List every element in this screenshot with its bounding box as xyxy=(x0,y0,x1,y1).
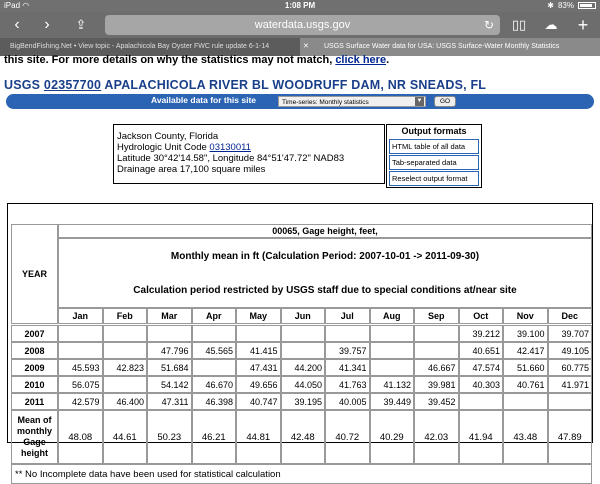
table-cell: 41.971 xyxy=(548,376,593,393)
parameter-header: 00065, Gage height, feet, xyxy=(58,224,592,238)
site-number-link[interactable]: 02357700 xyxy=(43,78,102,92)
table-cell: 51.660 xyxy=(503,359,548,376)
month-header-jun: Jun xyxy=(281,308,326,324)
lat-long: Latitude 30°42'14.58", Longitude 84°51'47.72" NAD83 xyxy=(117,153,345,164)
table-cell: 42.823 xyxy=(103,359,148,376)
device-label: iPad ◠ xyxy=(4,1,30,10)
table-cell xyxy=(414,325,459,342)
month-header-mar: Mar xyxy=(147,308,192,324)
table-cell: 42.417 xyxy=(503,342,548,359)
table-cell xyxy=(459,393,504,410)
wifi-icon: ◠ xyxy=(22,1,30,10)
month-header-nov: Nov xyxy=(503,308,548,324)
table-cell xyxy=(58,342,103,359)
mean-value: 42.48 xyxy=(281,410,326,464)
mean-value: 42.03 xyxy=(414,410,459,464)
table-cell xyxy=(370,359,415,376)
clock: 1:08 PM xyxy=(284,1,316,10)
output-formats-title: Output formats xyxy=(401,126,467,136)
battery-percent: 83% xyxy=(557,1,574,10)
table-cell: 45.593 xyxy=(58,359,103,376)
share-icon[interactable]: ⇪ xyxy=(75,17,87,32)
table-cell: 39.100 xyxy=(503,325,548,342)
table-cell xyxy=(548,393,593,410)
cloud-icon[interactable]: ☁ xyxy=(544,17,558,32)
table-cell: 45.565 xyxy=(192,342,237,359)
table-cell xyxy=(503,393,548,410)
available-data-bar xyxy=(6,94,594,109)
table-cell: 40.005 xyxy=(325,393,370,410)
table-cell: 39.707 xyxy=(548,325,593,342)
go-button[interactable]: GO xyxy=(434,96,456,107)
table-cell xyxy=(370,342,415,359)
table-cell: 46.670 xyxy=(192,376,237,393)
table-cell xyxy=(103,325,148,342)
mean-label: Mean of monthly Gage height xyxy=(11,410,58,464)
tab-title: BigBendFishing.Net • View topic - Apalachicola Bay Oyster FWC rule update 6-1-14 xyxy=(10,43,270,50)
table-cell: 40.761 xyxy=(503,376,548,393)
table-cell xyxy=(414,342,459,359)
table-cell: 54.142 xyxy=(147,376,192,393)
table-cell: 42.579 xyxy=(58,393,103,410)
output-formats xyxy=(386,124,482,188)
table-cell: 47.796 xyxy=(147,342,192,359)
table-cell: 56.075 xyxy=(58,376,103,393)
click-here-link[interactable]: click here xyxy=(335,54,387,66)
url-text: waterdata.usgs.gov xyxy=(254,19,351,31)
month-header-feb: Feb xyxy=(103,308,148,324)
table-cell xyxy=(325,325,370,342)
table-cell: 41.132 xyxy=(370,376,415,393)
month-header-may: May xyxy=(236,308,281,324)
location-info xyxy=(113,124,385,184)
forward-icon[interactable]: › xyxy=(44,16,50,33)
drainage-area: Drainage area 17,100 square miles xyxy=(117,164,266,175)
row-year-2007: 2007 xyxy=(11,325,58,342)
table-cell: 46.400 xyxy=(103,393,148,410)
table-cell: 40.747 xyxy=(236,393,281,410)
table-cell: 41.763 xyxy=(325,376,370,393)
tab-title: USGS Surface Water data for USA: USGS Surface-Water Monthly Statistics xyxy=(324,43,560,50)
mean-value: 50.23 xyxy=(147,410,192,464)
table-cell: 39.981 xyxy=(414,376,459,393)
table-cell: 39.757 xyxy=(325,342,370,359)
web-page xyxy=(0,54,600,480)
restriction-note: Calculation period restricted by USGS staff due to special conditions at/near site xyxy=(133,284,517,296)
mean-value: 43.48 xyxy=(503,410,548,464)
month-header-jul: Jul xyxy=(325,308,370,324)
statistics-table xyxy=(7,203,593,480)
bookmarks-icon[interactable]: ▯▯ xyxy=(511,17,527,32)
table-cell: 47.431 xyxy=(236,359,281,376)
table-cell: 51.684 xyxy=(147,359,192,376)
huc-link[interactable]: 03130011 xyxy=(209,142,251,153)
table-cell xyxy=(281,325,326,342)
period-header xyxy=(58,238,592,308)
info-text: this site. For more details on why the statistics may not match, click here. xyxy=(4,54,390,66)
table-cell: 41.415 xyxy=(236,342,281,359)
site-title: USGS 02357700 APALACHICOLA RIVER BL WOODRUFF DAM, NR SNEADS, FL xyxy=(4,78,487,92)
mean-value: 44.81 xyxy=(236,410,281,464)
reload-icon[interactable]: ↻ xyxy=(483,18,494,32)
new-tab-icon[interactable]: + xyxy=(577,15,589,35)
month-header-oct: Oct xyxy=(459,308,504,324)
time-series-select[interactable]: Time-series: Monthly statistics ▼ xyxy=(278,96,426,107)
table-cell: 39.195 xyxy=(281,393,326,410)
table-cell xyxy=(147,325,192,342)
table-cell: 40.303 xyxy=(459,376,504,393)
table-cell: 41.341 xyxy=(325,359,370,376)
year-header: YEAR xyxy=(11,224,58,324)
battery-status xyxy=(547,1,596,10)
table-cell: 47.311 xyxy=(147,393,192,410)
table-cell xyxy=(192,325,237,342)
mean-value: 48.08 xyxy=(58,410,103,464)
table-cell xyxy=(236,325,281,342)
row-year-2009: 2009 xyxy=(11,359,58,376)
table-cell: 39.452 xyxy=(414,393,459,410)
bluetooth-icon: ✱ xyxy=(547,1,554,10)
county: Jackson County, Florida xyxy=(117,131,219,142)
month-header-apr: Apr xyxy=(192,308,237,324)
table-cell xyxy=(192,359,237,376)
month-header-aug: Aug xyxy=(370,308,415,324)
chevron-down-icon: ▼ xyxy=(416,98,423,104)
table-cell xyxy=(58,325,103,342)
table-cell xyxy=(370,325,415,342)
huc: Hydrologic Unit Code 03130011 xyxy=(117,142,251,153)
table-cell: 47.574 xyxy=(459,359,504,376)
footnote: ** No Incomplete data have been used for statistical calculation xyxy=(11,464,592,484)
row-year-2011: 2011 xyxy=(11,393,58,410)
available-data-label: Available data for this site xyxy=(151,95,257,105)
table-cell: 39.449 xyxy=(370,393,415,410)
table-cell: 39.212 xyxy=(459,325,504,342)
mean-value: 44.61 xyxy=(103,410,148,464)
table-cell xyxy=(281,342,326,359)
browser-toolbar xyxy=(0,12,600,38)
table-cell: 46.667 xyxy=(414,359,459,376)
mean-value: 46.21 xyxy=(192,410,237,464)
reselect-format-link[interactable]: Reselect output format xyxy=(389,171,479,186)
row-year-2010: 2010 xyxy=(11,376,58,393)
mean-value: 40.29 xyxy=(370,410,415,464)
back-icon[interactable]: ‹ xyxy=(14,16,20,33)
html-table-link[interactable]: HTML table of all data xyxy=(389,139,479,154)
table-cell: 44.200 xyxy=(281,359,326,376)
table-cell: 46.398 xyxy=(192,393,237,410)
month-header-jan: Jan xyxy=(58,308,103,324)
period-subtitle: Monthly mean in ft (Calculation Period: 2007-10-01 -> 2011-09-30) xyxy=(170,250,480,262)
month-header-dec: Dec xyxy=(548,308,593,324)
table-cell xyxy=(103,376,148,393)
status-bar xyxy=(0,0,600,12)
table-cell xyxy=(103,342,148,359)
address-bar[interactable] xyxy=(105,15,500,35)
row-year-2008: 2008 xyxy=(11,342,58,359)
tab-separated-link[interactable]: Tab-separated data xyxy=(389,155,479,170)
table-cell: 44.050 xyxy=(281,376,326,393)
battery-icon xyxy=(578,2,596,9)
table-cell: 60.775 xyxy=(548,359,593,376)
month-header-sep: Sep xyxy=(414,308,459,324)
table-cell: 40.651 xyxy=(459,342,504,359)
table-cell: 49.105 xyxy=(548,342,593,359)
mean-value: 41.94 xyxy=(459,410,504,464)
table-cell: 49.656 xyxy=(236,376,281,393)
mean-value: 40.72 xyxy=(325,410,370,464)
close-tab-icon[interactable]: ✕ xyxy=(303,43,309,50)
mean-value: 47.89 xyxy=(548,410,593,464)
